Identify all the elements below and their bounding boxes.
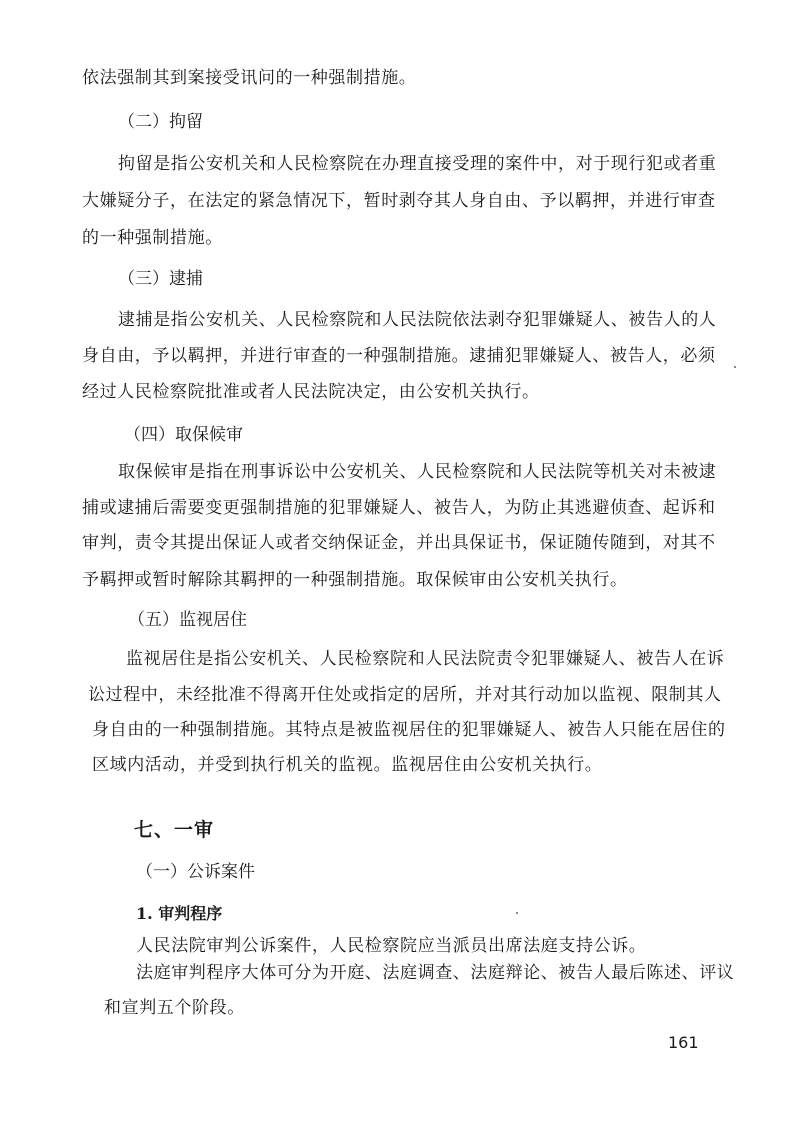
paragraph-line: 身自由，予以羁押，并进行审查的一种强制措施。逮捕犯罪嫌疑人、被告人，必须 bbox=[82, 346, 716, 366]
page-number: 161 bbox=[668, 1033, 699, 1052]
paragraph-line: 拘留是指公安机关和人民检察院在办理直接受理的案件中，对于现行犯或者重 bbox=[118, 154, 717, 174]
paragraph-line: 经过人民检察院批准或者人民法院决定，由公安机关执行。 bbox=[82, 382, 540, 402]
section-heading-juliu: （二）拘留 bbox=[118, 112, 203, 132]
section-heading-jianshi: （五）监视居住 bbox=[128, 610, 247, 630]
paragraph-line: 予羁押或暂时解除其羁押的一种强制措施。取保候审由公安机关执行。 bbox=[82, 570, 628, 590]
paragraph-line: 监视居住是指公安机关、人民检察院和人民法院责令犯罪嫌疑人、被告人在诉 bbox=[126, 649, 725, 669]
section-heading-qubao: （四）取保候审 bbox=[124, 425, 243, 445]
paragraph-line: 的一种强制措施。 bbox=[82, 228, 223, 248]
paragraph-line: 审判，责令其提出保证人或者交纳保证金，并出具保证书，保证随传随到，对其不 bbox=[82, 533, 716, 553]
paragraph-line: 捕或逮捕后需要变更强制措施的犯罪嫌疑人、被告人，为防止其逃避侦查、起诉和 bbox=[82, 498, 716, 518]
paragraph-line: 法庭审判程序大体可分为开庭、法庭调查、法庭辩论、被告人最后陈述、评议 bbox=[136, 963, 735, 983]
scan-speck bbox=[516, 912, 518, 914]
paragraph-line: 取保候审是指在刑事诉讼中公安机关、人民检察院和人民法院等机关对未被逮 bbox=[118, 462, 717, 482]
chapter-subheading: （一）公诉案件 bbox=[136, 862, 255, 882]
section-heading-daibu: （三）逮捕 bbox=[118, 269, 203, 289]
paragraph-line: 大嫌疑分子，在法定的紧急情况下，暂时剥夺其人身自由、予以羁押，并进行审查 bbox=[82, 191, 716, 211]
paragraph-line: 人民法院审判公诉案件，人民检察院应当派员出席法庭支持公诉。 bbox=[136, 936, 647, 956]
scan-speck bbox=[734, 366, 736, 368]
paragraph-line: 讼过程中，未经批准不得离开住处或指定的居所，并对其行动加以监视、限制其人 bbox=[88, 685, 722, 705]
chapter-heading: 七、一审 bbox=[134, 819, 215, 841]
numbered-heading: 1. 审判程序 bbox=[136, 904, 223, 923]
paragraph-line: 身自由的一种强制措施。其特点是被监视居住的犯罪嫌疑人、被告人只能在居住的 bbox=[92, 720, 726, 740]
paragraph-line: 区域内活动，并受到执行机关的监视。监视居住由公安机关执行。 bbox=[92, 755, 603, 775]
continuation-line: 依法强制其到案接受讯问的一种强制措施。 bbox=[82, 68, 417, 88]
paragraph-line: 和宣判五个阶段。 bbox=[104, 998, 245, 1018]
paragraph-line: 逮捕是指公安机关、人民检察院和人民法院依法剥夺犯罪嫌疑人、被告人的人 bbox=[118, 310, 717, 330]
